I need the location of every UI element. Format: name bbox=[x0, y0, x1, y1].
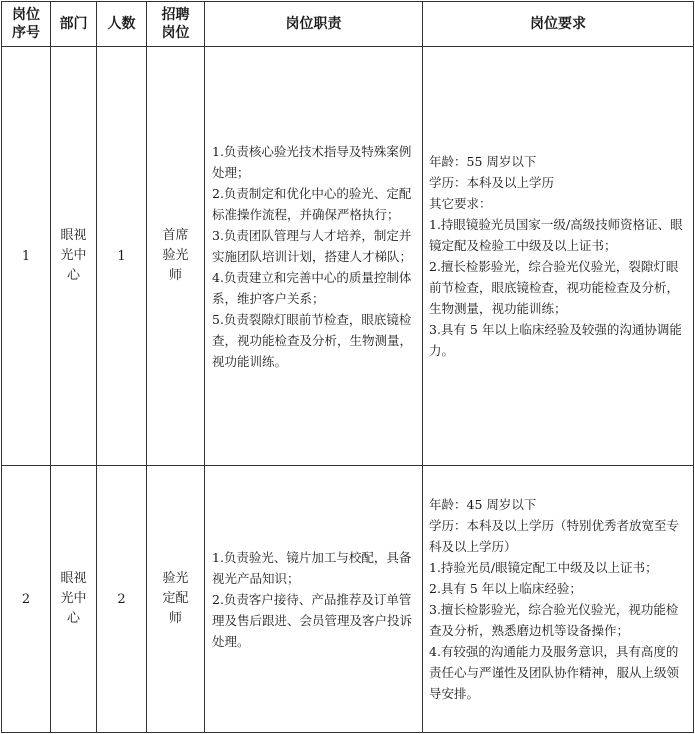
requirement-item: 其它要求： bbox=[429, 196, 492, 211]
requirement-item: 年龄：45 周岁以下 bbox=[429, 497, 537, 512]
row-dept: 眼视光中心 bbox=[51, 466, 97, 733]
duty-item: 2.负责制定和优化中心的验光、定配标准操作流程，并确保严格执行； bbox=[212, 185, 412, 222]
header-count: 人数 bbox=[97, 2, 147, 47]
row-duties bbox=[205, 466, 423, 733]
requirement-item: 3.具有 5 年以上临床经验及较强的沟通协调能力。 bbox=[429, 322, 682, 358]
header-requirements: 岗位要求 bbox=[423, 2, 694, 47]
row-seq: 1 bbox=[2, 47, 51, 466]
header-seq: 岗位序号 bbox=[2, 2, 51, 47]
header-row bbox=[2, 2, 694, 47]
header-duties: 岗位职责 bbox=[205, 2, 423, 47]
row-requirements bbox=[423, 47, 694, 466]
requirement-item: 2.具有 5 年以上临床经验； bbox=[429, 581, 582, 596]
row-requirements bbox=[423, 466, 694, 733]
row-count: 2 bbox=[97, 466, 147, 733]
requirement-item: 学历：本科及以上学历（特别优秀者放宽至专科及以上学历） bbox=[429, 518, 680, 554]
duty-item: 1.负责核心验光技术指导及特殊案例处理； bbox=[212, 143, 412, 180]
requirement-item: 2.擅长检影验光，综合验光仪验光，裂隙灯眼前节检查，眼底镜检查，视功能检查及分析，生物测量，视功能训练； bbox=[429, 259, 680, 316]
requirement-item: 3.擅长检影验光，综合验光仪验光，视功能检查及分析，熟悉磨边机等设备操作； bbox=[429, 602, 679, 638]
table-row bbox=[2, 47, 694, 466]
requirement-item: 4.有较强的沟通能力及服务意识，具有高度的责任心与严谨性及团队协作精神，服从上级领导安排。 bbox=[429, 644, 680, 701]
header-dept: 部门 bbox=[51, 2, 97, 47]
requirement-item: 年龄：55 周岁以下 bbox=[429, 154, 537, 169]
duty-item: 3.负责团队管理与人才培养，制定并实施团队培训计划，搭建人才梯队； bbox=[212, 227, 413, 264]
requirement-item: 1.持眼镜验光员国家一级/高级技师资格证、眼镜定配及检验工中级及以上证书； bbox=[429, 217, 683, 253]
duty-item: 2.负责客户接待、产品推荐及订单管理及售后跟进、会员管理及客户投诉处理。 bbox=[212, 591, 413, 649]
duty-item: 4.负责建立和完善中心的质量控制体系，维护客户关系； bbox=[212, 269, 412, 306]
table-row bbox=[2, 466, 694, 733]
header-position: 招聘岗位 bbox=[147, 2, 205, 47]
row-position: 验光定配师 bbox=[147, 466, 205, 733]
duty-item: 1.负责验光、镜片加工与校配，具备视光产品知识； bbox=[212, 549, 412, 586]
duty-item: 5.负责裂隙灯眼前节检查，眼底镜检查，视功能检查及分析，生物测量，视功能训练。 bbox=[212, 311, 413, 369]
requirement-item: 学历：本科及以上学历 bbox=[429, 175, 555, 190]
row-duties bbox=[205, 47, 423, 466]
requirement-item: 1.持验光员/眼镜定配工中级及以上证书； bbox=[429, 560, 658, 575]
row-position: 首席验光师 bbox=[147, 47, 205, 466]
row-dept: 眼视光中心 bbox=[51, 47, 97, 466]
row-seq: 2 bbox=[2, 466, 51, 733]
row-count: 1 bbox=[97, 47, 147, 466]
recruitment-table bbox=[1, 1, 694, 733]
